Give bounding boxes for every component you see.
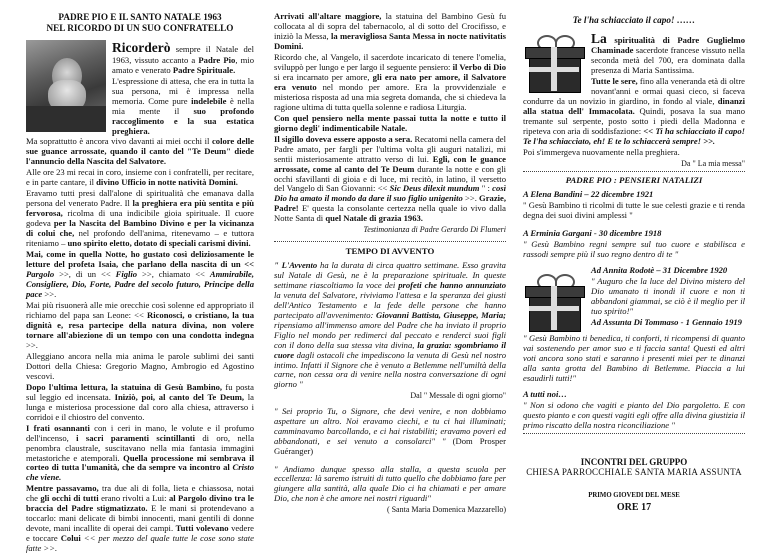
text: ricolma di una indicibile gioia spirituale. Il cuore godeva: [26, 208, 254, 229]
gift-box-image: [523, 272, 585, 332]
text-bold: Giovanni Battista, Giuseppe, Maria;: [376, 309, 506, 320]
text: >>, di un <<: [54, 269, 116, 280]
letter-text: " Auguro che la luce del Divino mistero del Dio umanato ti inondi il cuore e non ti abbandoni giammai, se ciò è il meglio per il tuo spirito!": [591, 276, 745, 317]
text: Ricordo che, al Vangelo, il sacerdote incaricato di tenere l'omelia, sviluppò per lungo e per largo il seguente pensiero:: [274, 51, 506, 72]
section-title-chaminade: Te l'ha schiacciato il capo! ……: [572, 15, 696, 25]
paragraph: [274, 135, 506, 225]
text-bold-italic: << Ti ha schiacciato il capo! Te l'ha schiacciato, eh! E te lo schiaccerà sempre! >>.: [523, 126, 745, 147]
text: L'espressione di attesa, che era in tutta la sua persona, mi è impressa nella memoria. Come pure: [112, 75, 254, 106]
ribbon-horizontal: [529, 67, 579, 72]
text: la lunga e misteriosa processione dal coro alla chiesa, attraverso i corridoi e il chiostro del convento.: [26, 391, 254, 422]
column-pensieri: [523, 12, 745, 513]
text-bold: gli occhi di tutti: [40, 493, 99, 504]
text-bold-italic: Cristo che viene.: [26, 462, 254, 483]
text-bold: Quella processione mi sembrava il corteo di tutta l'umanità, che da sempre va incontro al: [26, 452, 255, 473]
text-italic: << per mezzo del quale tutte le cose sono state fatte >>.: [26, 533, 254, 554]
text-bold-italic: Figlio: [115, 269, 138, 280]
text: nel profondo dell'anima, ritenevamo – e tuttora riteniamo –: [26, 228, 255, 249]
text-bold: i sacri paramenti scintillanti: [76, 432, 196, 443]
text-bold: quel Natale di grazia 1963.: [325, 213, 423, 224]
text: >>.: [26, 339, 38, 350]
text: E' questa la consolante certezza nella quale io vivo dalla Notte Santa di: [274, 203, 506, 224]
text: sacerdote francese vissuto nella seconda metà del 700, era dominata dalla presenza di Maria Santissima.: [591, 45, 745, 76]
text-bold: Padre Spirituale.: [172, 64, 236, 75]
divider: [274, 241, 506, 242]
text: , mio amato e venerato: [112, 54, 254, 75]
text: ripensiamo all'immenso amore del Padre che ha inviato il proprio Figlio nel mondo per redimerci dal peccato e renderci suoi figli con il dono della sua stessa vita divina,: [274, 319, 506, 350]
photo-robe: [26, 106, 106, 132]
text-bold-italic: Sic Deus dilexit mundum: [389, 183, 480, 194]
text-bold: uno spirito eletto, dotato di speciali carismi divini.: [67, 238, 251, 249]
text: dagli ostacoli che impediscono la venuta di Gesù nel nostro intimo. Infatti il Signore che è venuto a Betlemme nell'umiltà della carne, non cessa ora di venire nella nostra conversazione di ogni giorno ": [274, 349, 506, 390]
testimony-signature: Testimonianza di Padre Gerardo Di Flumeri: [363, 225, 506, 235]
text-bold: Grazie, Padre!: [274, 193, 506, 214]
text: vedere e toccare: [26, 523, 254, 544]
text-bold: " L'Avvento: [274, 259, 318, 270]
text: durante la notte e con gli occhi sfavillanti di gioia e di luce, mi recitò, in latino, il versetto del Vangelo di San Giovanni: <<: [274, 163, 506, 194]
text: tra due ali di folla, lieta e chiassosa, notai che: [26, 483, 254, 504]
paragraph: [26, 424, 254, 484]
paragraph: [26, 383, 254, 423]
footer-church: CHIESA PARROCCHIALE SANTA MARIA ASSUNTA: [526, 467, 742, 478]
footer-title: [523, 454, 745, 467]
text-bold: divino Ufficio in notte natività Domini.: [96, 177, 238, 188]
text: erano rivolti a Lui:: [98, 493, 169, 504]
text-bold-italic: così Dio ha amato il mondo da dare il suo figlio unigenito: [274, 183, 506, 204]
gift-box-image: [523, 33, 585, 93]
paragraph: Alleggiano ancora nella mia anima le parole sublimi dei santi Dottori della Chiesa: Gregorio Magno, Ambrogio ed Agostino vescovi.: [26, 350, 254, 381]
text-bold: Mai, come in quella Notte, ho gustato così deliziosamente le letture del profeta Isaia, che parlano della nascita di un <<: [26, 249, 254, 270]
text: con i ceri in mano, le volute e il profumo dell'incenso,: [26, 422, 255, 443]
text-bold: Egli, con le guance arrossate, come al canto del Te Deum: [274, 153, 507, 174]
text-bold: gli era nato per amore, il Salvatore era venuto: [274, 71, 507, 92]
quote-source: ( Santa Maria Domenica Mazzarello): [386, 505, 506, 515]
text: fino alla veneranda età di oltre novant'anni e ormai quasi cieco, si faceva condurre da un novizio in giardino, in fondo al viale,: [523, 76, 745, 107]
text: Mai più risuonerà alle mie orecchie così solenne ed appropriato il richiamo del papa san Leone: <<: [26, 299, 254, 320]
letter-text: " Gesù Bambino regni sempre sul tuo cuore e stabilisca e rassodi sempre più il suo regno dentro di te ": [523, 239, 745, 260]
text: Ma soprattutto è ancora vivo davanti ai miei occhi il: [26, 136, 212, 147]
text: " :: [479, 183, 493, 194]
letter-recipient: Ad Annita Rodotè – 31 Dicembre 1920: [591, 266, 728, 276]
letter-text: " Non si odono che vagiti e pianto del Dio pargoletto. E con questo pianto e con questi vagiti egli offre alla divina giustizia il primo riscatto della nostra riconciliazione ": [523, 400, 745, 431]
gift-letters-block: [523, 266, 745, 334]
text: è nella mia mente il: [112, 95, 255, 116]
text: nel mondo per amore. Era la provvidenziale e misteriosa risposta ad una mia segreta domanda, che si chiedeva la ragione ultima di tutta quella solenne e radiosa Liturgia.: [274, 81, 506, 112]
text-bold: Tutte le sere,: [591, 76, 638, 87]
letter-text: " Gesù Bambino ti ricolmi di tutte le sue celesti grazie e ti renda degna dei suoi divini amplessi ": [523, 200, 745, 221]
quote-gueranger: [274, 407, 506, 457]
text-bold: la grazia: sgombriamo il cuore: [274, 339, 506, 360]
letter-recipient: Ad Assunta Di Tommaso - 1 Gennaio 1919: [591, 317, 742, 328]
text-bold: profeti che hanno annunziato: [398, 279, 506, 290]
paragraph: [26, 301, 254, 351]
text-bold: dinanzi alla statua dell' Immacolata.: [523, 96, 745, 117]
text: Quindi, posava la sua mano tremante sul serpente, posto sotto i piedi della Madonna e ripeteva con aria di soddisfazione:: [523, 106, 745, 137]
title-line-1: PADRE PIO E IL SANTO NATALE 1963: [58, 12, 222, 22]
footer-schedule: PRIMO GIOVEDI DEL MESE: [588, 491, 680, 499]
ribbon-horizontal: [529, 306, 579, 311]
text: fu posta sul leggio ed incensata.: [26, 381, 254, 402]
letter-text: " Gesù Bambino ti benedica, ti conforti, ti ricompensi di quanto vai sostenendo per amor suo e ti faccia santa! Questi ed altri voti ancora sono stati e saranno i presenti miei per te dinanzi alla santa grotta del Bambino di Betlemme. Piaccia a lui esaudirli tutti!": [523, 333, 745, 384]
text-bold: Con quel pensiero nella mente passai tutta la notte e tutto il giorno degli' indimenticabile Natale.: [274, 112, 506, 133]
text-bold: Dopo l'ultima lettura, la statuina di Gesù Bambino,: [26, 381, 223, 392]
text: >>.: [42, 289, 57, 299]
text-bold: la meravigliosa Santa Messa in nocte nativitatis Domini.: [274, 30, 507, 51]
paragraph: [26, 250, 254, 300]
text: E le mani si protendevano a toccarlo: mani delicate di bimbi innocenti, mani gentili di donne devote, mani incallite di operai dei campi.: [26, 503, 254, 534]
text: sempre il Natale del 1963, vissuto accanto a: [112, 44, 254, 65]
text: " Sei proprio Tu, o Signore, che devi venire, e non dobbiamo aspettare un altro. Noi eravamo ciechi, e tu ci hai illuminati; camminavamo barcollando, e ci hai ristabiliti; eravamo poveri ed abbandonati, e sei venuto a consolarci" ": [274, 405, 506, 446]
text-bold-italic: Ammirabile, Consigliere, Dio, Forte, Padre del secolo futuro, Principe della pace: [26, 269, 255, 299]
column-avvento: [274, 12, 506, 516]
text-bold: Mentre passavamo,: [26, 483, 99, 494]
text: Recatomi nella camera del Padre amato, per fargli per l'ultima volta gli auguri natalizi, mi sentii misteriosamente attratto verso di lui.: [274, 133, 507, 164]
text: di oro, nella penombra claustrale, suscitavano nella mia fantasia immagini metastoriche e atemporali.: [26, 432, 255, 463]
text: >>.: [462, 193, 480, 204]
paragraph: [26, 168, 254, 188]
text: Alle ore 23 mi recai in coro, insieme con i confratelli, per recitare, e in parte cantare, il: [26, 167, 254, 188]
text-bold: Iniziò, poi, al canto del Te Deum,: [114, 391, 245, 402]
footer-time: ORE 17: [616, 501, 652, 513]
letter-recipient: A Elena Bandini – 22 dicembre 1921: [523, 189, 654, 200]
article-title: [26, 12, 254, 34]
paragraph: Poi s'immergeva nuovamente nella preghiera.: [523, 147, 680, 158]
text-bold: Riconosci, o cristiano, la tua dignità e, resa partecipe della natura divina, non volere tornare all'abiezione di un tempo con una condotta indegna: [26, 309, 255, 340]
text-bold: Colui: [60, 533, 81, 544]
text-bold-italic: Pargolo: [26, 269, 55, 280]
text-bold: Arrivati all'altare maggiore,: [274, 11, 382, 21]
paragraph: [274, 114, 506, 134]
text-bold: suo profondo raccoglimento e la sua estatica preghiera.: [112, 105, 254, 136]
divider: [523, 433, 745, 434]
text-bold: Il sigillo doveva essere apposto a sera.: [274, 133, 413, 144]
paragraph: [26, 484, 254, 554]
lead-word: Ricorderò: [112, 40, 171, 56]
text-bold: per la Nascita del Bambino Divino e per la vicinanza di colui che,: [26, 218, 254, 239]
text-bold: indelebile: [191, 95, 227, 106]
padre-pio-photo: [26, 40, 106, 132]
quote-source: Da " La mia messa": [681, 158, 745, 168]
text: >>, chiamato <<: [137, 269, 210, 280]
column-padre-pio-natale: [26, 12, 254, 555]
text-bold: Tutti volevano: [175, 523, 229, 534]
text-bold: il Verbo di Dio: [452, 61, 506, 72]
paragraph: [274, 12, 506, 52]
paragraph: [26, 137, 254, 167]
text: ha la durata di circa quattro settimane. Esso gravita sul Natale di Gesù, ne è la preparazione spirituale. In queste settimane riascoltiamo la voce dei: [274, 259, 506, 290]
paragraph: [26, 189, 254, 249]
letter-recipient: A Erminia Gargani - 30 dicembre 1918: [523, 228, 662, 239]
text-bold: Padre Pio: [198, 54, 236, 65]
letter-recipient: A tutti noi…: [523, 389, 567, 400]
text-bold: INCONTRI DEL GRUPPO: [580, 456, 688, 467]
paragraph: [274, 53, 506, 113]
section-title-pensieri: PADRE PIO : PENSIERI NATALIZI: [565, 175, 703, 186]
section-title-avvento: TEMPO DI AVVENTO: [345, 245, 435, 256]
text: la venuta del Salvatore, riviviamo l'attesa e la speranza dei giusti dell'Antico Testamento e la fede delle persone che hanno partecipato all'avvenimento:: [274, 289, 506, 320]
title-line-2: NEL RICORDO DI UN SUO CONFRATELLO: [46, 23, 234, 34]
text: Eravamo tutti presi dall'alone di spiritualità che emanava dalla persona del venerato Padre. Il: [26, 188, 254, 209]
quote-source: Dal " Messale di ogni giorno": [410, 391, 506, 401]
text-bold: I frati osannanti: [26, 422, 90, 433]
divider: [523, 171, 745, 172]
quote-source: (Dom Prosper Guéranger): [274, 435, 506, 456]
text-bold: la preghiera era più sentita e più fervorosa,: [26, 198, 255, 219]
text-bold: al Pargolo divino tra le braccia del Padre stigmatizzato.: [26, 493, 255, 514]
text: si era incarnato per amore,: [274, 71, 373, 82]
text-bold: colore delle sue guance arrossate, quando il canto del "Te Deum" diede l'annuncio della Nascita del Salvatore.: [26, 136, 254, 167]
text: la statuina del Bambino Gesù fu collocata al di sopra del tabernacolo, al di sotto del Crocifisso, e iniziò la Messa,: [274, 11, 507, 41]
lead-word: La: [591, 30, 607, 46]
quote-avvento: [274, 261, 506, 391]
quote-mazzarello: " Andiamo dunque spesso alla stalla, a questa scuola per eccellenza: là saremo istruiti di tutto quello che dobbiamo fare per giungere alla santità, alla quale Dio ci ha chiamati e per amare Dio, che non è che amore nei nostri riguardi": [274, 463, 506, 504]
text-bold: spiritualità di Padre Guglielmo Chaminade: [591, 34, 745, 56]
